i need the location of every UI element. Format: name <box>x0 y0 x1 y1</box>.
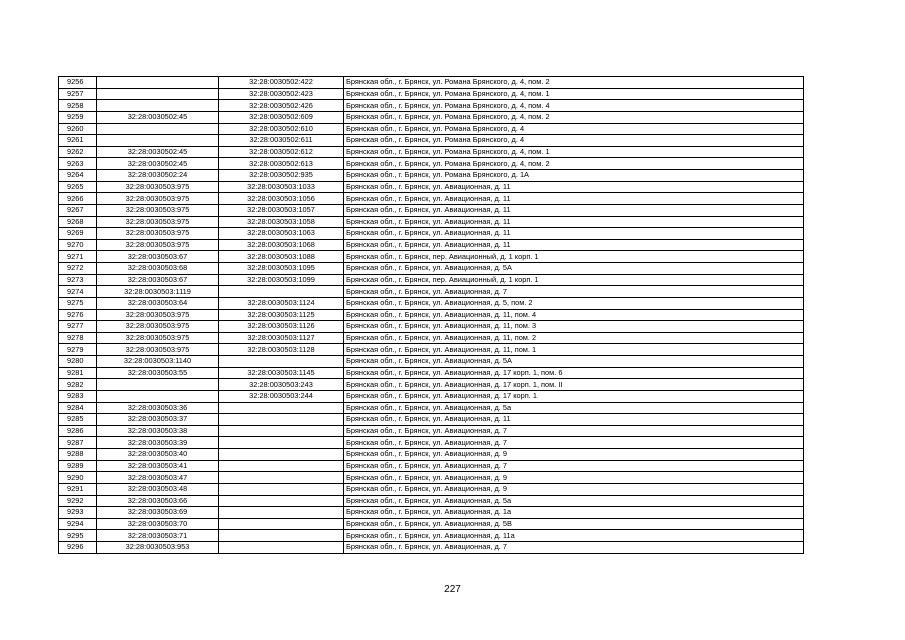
land-cadastral-number-cell <box>97 135 219 147</box>
building-cadastral-number-cell: 32:28:0030502:423 <box>219 88 344 100</box>
building-cadastral-number-cell: 32:28:0030503:1058 <box>219 216 344 228</box>
land-cadastral-number-cell: 32:28:0030503:975 <box>97 228 219 240</box>
address-cell: Брянская обл., г. Брянск, ул. Авиационная, д. 11 <box>344 193 804 205</box>
building-cadastral-number-cell: 32:28:0030503:1145 <box>219 367 344 379</box>
land-cadastral-number-cell: 32:28:0030503:37 <box>97 414 219 426</box>
land-cadastral-number-cell: 32:28:0030503:975 <box>97 204 219 216</box>
land-cadastral-number-cell: 32:28:0030503:55 <box>97 367 219 379</box>
row-number-cell: 9266 <box>59 193 97 205</box>
table-row <box>59 286 804 298</box>
table-row <box>59 332 804 344</box>
land-cadastral-number-cell: 32:28:0030503:41 <box>97 460 219 472</box>
address-cell: Брянская обл., г. Брянск, ул. Авиационная, д. 7 <box>344 437 804 449</box>
building-cadastral-number-cell: 32:28:0030503:1095 <box>219 263 344 275</box>
table-row <box>59 414 804 426</box>
building-cadastral-number-cell <box>219 437 344 449</box>
row-number-cell: 9257 <box>59 88 97 100</box>
building-cadastral-number-cell: 32:28:0030502:613 <box>219 158 344 170</box>
row-number-cell: 9284 <box>59 402 97 414</box>
building-cadastral-number-cell: 32:28:0030503:1128 <box>219 344 344 356</box>
table-row <box>59 146 804 158</box>
building-cadastral-number-cell <box>219 449 344 461</box>
land-cadastral-number-cell: 32:28:0030503:975 <box>97 216 219 228</box>
address-cell: Брянская обл., г. Брянск, ул. Романа Брянского, д. 4 <box>344 123 804 135</box>
building-cadastral-number-cell: 32:28:0030503:1068 <box>219 239 344 251</box>
table-row <box>59 111 804 123</box>
row-number-cell: 9271 <box>59 251 97 263</box>
row-number-cell: 9269 <box>59 228 97 240</box>
address-cell: Брянская обл., г. Брянск, ул. Авиационная, д. 7 <box>344 286 804 298</box>
address-cell: Брянская обл., г. Брянск, ул. Авиационная, д. 11, пом. 1 <box>344 344 804 356</box>
address-cell: Брянская обл., г. Брянск, ул. Авиационная, д. 11 <box>344 204 804 216</box>
address-cell: Брянская обл., г. Брянск, ул. Романа Брянского, д. 4, пом. 2 <box>344 158 804 170</box>
building-cadastral-number-cell <box>219 495 344 507</box>
row-number-cell: 9291 <box>59 483 97 495</box>
row-number-cell: 9260 <box>59 123 97 135</box>
land-cadastral-number-cell: 32:28:0030503:39 <box>97 437 219 449</box>
building-cadastral-number-cell <box>219 286 344 298</box>
address-cell: Брянская обл., г. Брянск, ул. Романа Брянского, д. 4, пом. 1 <box>344 88 804 100</box>
document-table <box>58 76 804 554</box>
land-cadastral-number-cell: 32:28:0030503:48 <box>97 483 219 495</box>
building-cadastral-number-cell <box>219 483 344 495</box>
land-cadastral-number-cell: 32:28:0030502:45 <box>97 111 219 123</box>
building-cadastral-number-cell <box>219 472 344 484</box>
address-cell: Брянская обл., г. Брянск, ул. Авиационная, д. 5а <box>344 495 804 507</box>
address-cell: Брянская обл., г. Брянск, ул. Романа Брянского, д. 4, пом. 4 <box>344 100 804 112</box>
address-cell: Брянская обл., г. Брянск, ул. Авиационная, д. 11, пом. 2 <box>344 332 804 344</box>
land-cadastral-number-cell: 32:28:0030503:67 <box>97 251 219 263</box>
building-cadastral-number-cell: 32:28:0030503:1088 <box>219 251 344 263</box>
row-number-cell: 9264 <box>59 170 97 182</box>
row-number-cell: 9282 <box>59 379 97 391</box>
address-cell: Брянская обл., г. Брянск, ул. Авиационная, д. 11, пом. 3 <box>344 321 804 333</box>
address-cell: Брянская обл., г. Брянск, ул. Авиационная, д. 5А <box>344 356 804 368</box>
land-cadastral-number-cell: 32:28:0030502:45 <box>97 146 219 158</box>
row-number-cell: 9267 <box>59 204 97 216</box>
building-cadastral-number-cell <box>219 460 344 472</box>
table-row <box>59 181 804 193</box>
row-number-cell: 9295 <box>59 530 97 542</box>
row-number-cell: 9276 <box>59 309 97 321</box>
row-number-cell: 9280 <box>59 356 97 368</box>
building-cadastral-number-cell: 32:28:0030503:1063 <box>219 228 344 240</box>
building-cadastral-number-cell <box>219 530 344 542</box>
row-number-cell: 9263 <box>59 158 97 170</box>
land-cadastral-number-cell: 32:28:0030503:71 <box>97 530 219 542</box>
address-cell: Брянская обл., г. Брянск, ул. Авиационная, д. 5В <box>344 518 804 530</box>
land-cadastral-number-cell: 32:28:0030503:975 <box>97 344 219 356</box>
building-cadastral-number-cell: 32:28:0030503:1127 <box>219 332 344 344</box>
land-cadastral-number-cell <box>97 100 219 112</box>
address-cell: Брянская обл., г. Брянск, ул. Авиационная, д. 9 <box>344 449 804 461</box>
land-cadastral-number-cell <box>97 123 219 135</box>
row-number-cell: 9292 <box>59 495 97 507</box>
table-body <box>59 77 804 554</box>
page-number: 227 <box>444 584 461 595</box>
address-cell: Брянская обл., г. Брянск, ул. Авиационная, д. 1а <box>344 507 804 519</box>
table-row <box>59 135 804 147</box>
table-row <box>59 425 804 437</box>
table-row <box>59 390 804 402</box>
building-cadastral-number-cell: 32:28:0030503:243 <box>219 379 344 391</box>
row-number-cell: 9270 <box>59 239 97 251</box>
row-number-cell: 9285 <box>59 414 97 426</box>
building-cadastral-number-cell: 32:28:0030503:244 <box>219 390 344 402</box>
table-row <box>59 321 804 333</box>
land-cadastral-number-cell: 32:28:0030503:38 <box>97 425 219 437</box>
land-cadastral-number-cell <box>97 77 219 89</box>
land-cadastral-number-cell: 32:28:0030503:66 <box>97 495 219 507</box>
row-number-cell: 9287 <box>59 437 97 449</box>
land-cadastral-number-cell: 32:28:0030503:69 <box>97 507 219 519</box>
land-cadastral-number-cell: 32:28:0030503:975 <box>97 321 219 333</box>
building-cadastral-number-cell: 32:28:0030503:1124 <box>219 297 344 309</box>
table-row <box>59 344 804 356</box>
row-number-cell: 9279 <box>59 344 97 356</box>
land-cadastral-number-cell: 32:28:0030503:67 <box>97 274 219 286</box>
address-cell: Брянская обл., г. Брянск, ул. Авиационная, д. 9 <box>344 472 804 484</box>
building-cadastral-number-cell: 32:28:0030503:1033 <box>219 181 344 193</box>
table-row <box>59 193 804 205</box>
table-row <box>59 437 804 449</box>
building-cadastral-number-cell: 32:28:0030502:609 <box>219 111 344 123</box>
address-cell: Брянская обл., г. Брянск, ул. Авиационная, д. 7 <box>344 460 804 472</box>
row-number-cell: 9258 <box>59 100 97 112</box>
building-cadastral-number-cell: 32:28:0030502:422 <box>219 77 344 89</box>
land-cadastral-number-cell: 32:28:0030503:1140 <box>97 356 219 368</box>
land-cadastral-number-cell: 32:28:0030502:45 <box>97 158 219 170</box>
row-number-cell: 9296 <box>59 542 97 554</box>
address-cell: Брянская обл., г. Брянск, ул. Авиационная, д. 11а <box>344 530 804 542</box>
table-row <box>59 518 804 530</box>
row-number-cell: 9268 <box>59 216 97 228</box>
address-cell: Брянская обл., г. Брянск, ул. Авиационная, д. 7 <box>344 542 804 554</box>
address-cell: Брянская обл., г. Брянск, ул. Авиационная, д. 17 корп. 1, пом. 6 <box>344 367 804 379</box>
table-row <box>59 379 804 391</box>
row-number-cell: 9277 <box>59 321 97 333</box>
land-cadastral-number-cell: 32:28:0030503:68 <box>97 263 219 275</box>
table-row <box>59 542 804 554</box>
building-cadastral-number-cell: 32:28:0030502:610 <box>219 123 344 135</box>
building-cadastral-number-cell: 32:28:0030503:1126 <box>219 321 344 333</box>
table-row <box>59 402 804 414</box>
table-row <box>59 309 804 321</box>
table-row <box>59 88 804 100</box>
building-cadastral-number-cell: 32:28:0030502:612 <box>219 146 344 158</box>
land-cadastral-number-cell: 32:28:0030503:975 <box>97 181 219 193</box>
row-number-cell: 9259 <box>59 111 97 123</box>
land-cadastral-number-cell: 32:28:0030503:953 <box>97 542 219 554</box>
address-cell: Брянская обл., г. Брянск, ул. Авиационная, д. 11 <box>344 239 804 251</box>
building-cadastral-number-cell: 32:28:0030503:1057 <box>219 204 344 216</box>
table-row <box>59 472 804 484</box>
address-cell: Брянская обл., г. Брянск, ул. Авиационная, д. 17 корп. 1, пом. II <box>344 379 804 391</box>
land-cadastral-number-cell: 32:28:0030503:40 <box>97 449 219 461</box>
row-number-cell: 9262 <box>59 146 97 158</box>
building-cadastral-number-cell <box>219 425 344 437</box>
row-number-cell: 9290 <box>59 472 97 484</box>
address-cell: Брянская обл., г. Брянск, ул. Авиационная, д. 5а <box>344 402 804 414</box>
row-number-cell: 9286 <box>59 425 97 437</box>
row-number-cell: 9274 <box>59 286 97 298</box>
building-cadastral-number-cell <box>219 414 344 426</box>
table-row <box>59 367 804 379</box>
row-number-cell: 9294 <box>59 518 97 530</box>
land-cadastral-number-cell: 32:28:0030503:47 <box>97 472 219 484</box>
table-row <box>59 251 804 263</box>
address-cell: Брянская обл., г. Брянск, ул. Романа Брянского, д. 1А <box>344 170 804 182</box>
table-row <box>59 297 804 309</box>
table-row <box>59 495 804 507</box>
land-cadastral-number-cell: 32:28:0030503:975 <box>97 193 219 205</box>
row-number-cell: 9289 <box>59 460 97 472</box>
address-cell: Брянская обл., г. Брянск, ул. Авиационная, д. 11 <box>344 216 804 228</box>
address-cell: Брянская обл., г. Брянск, ул. Авиационная, д. 11 <box>344 228 804 240</box>
address-cell: Брянская обл., г. Брянск, ул. Романа Брянского, д. 4 <box>344 135 804 147</box>
land-cadastral-number-cell: 32:28:0030503:975 <box>97 332 219 344</box>
row-number-cell: 9283 <box>59 390 97 402</box>
building-cadastral-number-cell <box>219 402 344 414</box>
row-number-cell: 9261 <box>59 135 97 147</box>
address-cell: Брянская обл., г. Брянск, ул. Романа Брянского, д. 4, пом. 2 <box>344 77 804 89</box>
land-cadastral-number-cell <box>97 390 219 402</box>
building-cadastral-number-cell: 32:28:0030503:1125 <box>219 309 344 321</box>
table-row <box>59 356 804 368</box>
address-cell: Брянская обл., г. Брянск, ул. Авиационная, д. 11, пом. 4 <box>344 309 804 321</box>
address-cell: Брянская обл., г. Брянск, ул. Романа Брянского, д. 4, пом. 1 <box>344 146 804 158</box>
table-row <box>59 507 804 519</box>
land-cadastral-number-cell <box>97 379 219 391</box>
address-cell: Брянская обл., г. Брянск, ул. Авиационная, д. 9 <box>344 483 804 495</box>
table-row <box>59 204 804 216</box>
table-row <box>59 239 804 251</box>
building-cadastral-number-cell <box>219 356 344 368</box>
address-cell: Брянская обл., г. Брянск, ул. Авиационная, д. 7 <box>344 425 804 437</box>
building-cadastral-number-cell: 32:28:0030502:935 <box>219 170 344 182</box>
land-cadastral-number-cell <box>97 88 219 100</box>
building-cadastral-number-cell: 32:28:0030502:426 <box>219 100 344 112</box>
table-row <box>59 123 804 135</box>
address-cell: Брянская обл., г. Брянск, пер. Авиационный, д. 1 корп. 1 <box>344 251 804 263</box>
table-row <box>59 274 804 286</box>
land-cadastral-number-cell: 32:28:0030503:975 <box>97 239 219 251</box>
row-number-cell: 9256 <box>59 77 97 89</box>
address-cell: Брянская обл., г. Брянск, ул. Романа Брянского, д. 4, пом. 2 <box>344 111 804 123</box>
land-cadastral-number-cell: 32:28:0030503:975 <box>97 309 219 321</box>
table-row <box>59 170 804 182</box>
building-cadastral-number-cell: 32:28:0030503:1056 <box>219 193 344 205</box>
address-cell: Брянская обл., г. Брянск, ул. Авиационная, д. 5, пом. 2 <box>344 297 804 309</box>
building-cadastral-number-cell <box>219 518 344 530</box>
address-cell: Брянская обл., г. Брянск, ул. Авиационная, д. 17 корп. 1 <box>344 390 804 402</box>
table-row <box>59 158 804 170</box>
row-number-cell: 9272 <box>59 263 97 275</box>
building-cadastral-number-cell: 32:28:0030503:1099 <box>219 274 344 286</box>
land-cadastral-number-cell: 32:28:0030503:1119 <box>97 286 219 298</box>
address-cell: Брянская обл., г. Брянск, ул. Авиационная, д. 5А <box>344 263 804 275</box>
row-number-cell: 9265 <box>59 181 97 193</box>
row-number-cell: 9278 <box>59 332 97 344</box>
table-row <box>59 483 804 495</box>
land-cadastral-number-cell: 32:28:0030503:36 <box>97 402 219 414</box>
table-row <box>59 216 804 228</box>
row-number-cell: 9288 <box>59 449 97 461</box>
land-cadastral-number-cell: 32:28:0030503:64 <box>97 297 219 309</box>
row-number-cell: 9293 <box>59 507 97 519</box>
table-row <box>59 228 804 240</box>
table-row <box>59 530 804 542</box>
building-cadastral-number-cell <box>219 542 344 554</box>
building-cadastral-number-cell: 32:28:0030502:611 <box>219 135 344 147</box>
table-row <box>59 100 804 112</box>
land-cadastral-number-cell: 32:28:0030503:70 <box>97 518 219 530</box>
row-number-cell: 9275 <box>59 297 97 309</box>
table-row <box>59 449 804 461</box>
address-cell: Брянская обл., г. Брянск, ул. Авиационная, д. 11 <box>344 414 804 426</box>
address-cell: Брянская обл., г. Брянск, ул. Авиационная, д. 11 <box>344 181 804 193</box>
table-row <box>59 77 804 89</box>
table-row <box>59 460 804 472</box>
land-cadastral-number-cell: 32:28:0030502:24 <box>97 170 219 182</box>
address-cell: Брянская обл., г. Брянск, пер. Авиационный, д. 1 корп. 1 <box>344 274 804 286</box>
row-number-cell: 9281 <box>59 367 97 379</box>
row-number-cell: 9273 <box>59 274 97 286</box>
building-cadastral-number-cell <box>219 507 344 519</box>
table-row <box>59 263 804 275</box>
